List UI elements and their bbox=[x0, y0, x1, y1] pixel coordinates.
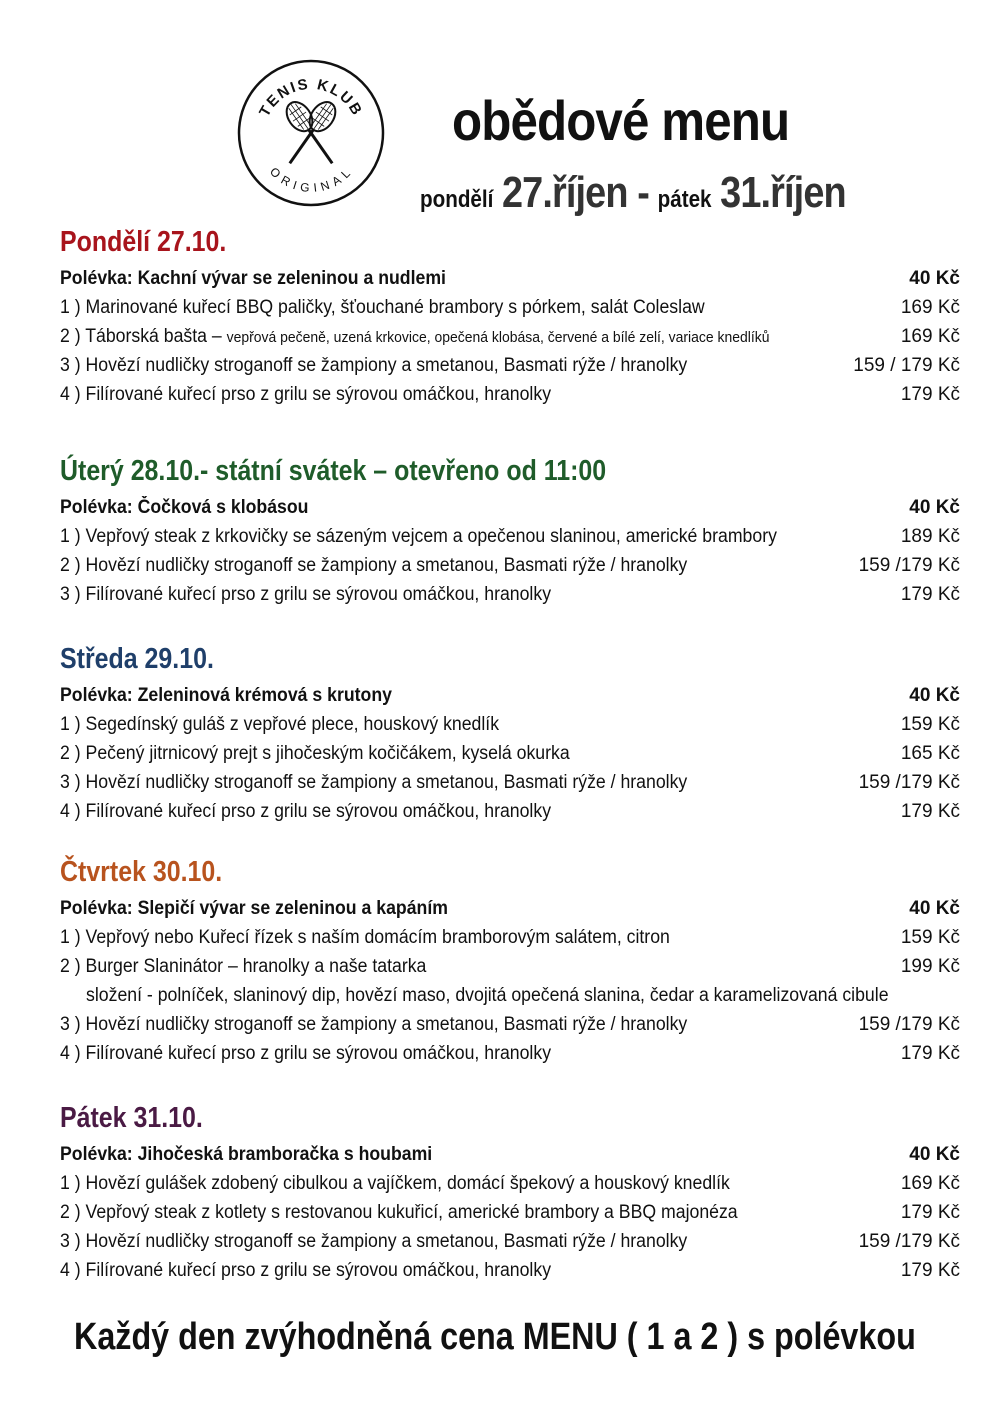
soup-row bbox=[60, 493, 960, 522]
soup-row bbox=[60, 1140, 960, 1169]
tennis-rackets-icon bbox=[281, 97, 341, 169]
menu-offer-footer: Každý den zvýhodněná cena MENU ( 1 a 2 ) s polévkou bbox=[74, 1316, 916, 1358]
day-wednesday bbox=[60, 643, 960, 826]
logo-bottom-text: ORIGINAL bbox=[267, 164, 356, 196]
item-text: 2 ) Burger Slaninátor – hranolky a naše tatarka bbox=[60, 956, 427, 977]
menu-item bbox=[60, 797, 960, 826]
menu-item bbox=[60, 551, 960, 580]
day-heading: Pondělí 27.10. bbox=[60, 226, 227, 258]
soup-label: Polévka: Jihočeská bramboračka s houbami bbox=[60, 1144, 433, 1165]
date-from: 27.říjen - bbox=[501, 168, 650, 217]
item-price: 179 Kč bbox=[900, 384, 960, 405]
item-text: 4 ) Filírované kuřecí prso z grilu se sýrovou omáčkou, hranolky bbox=[60, 1043, 552, 1064]
menu-item bbox=[60, 351, 960, 380]
item-price: 189 Kč bbox=[900, 526, 960, 547]
item-text: 4 ) Filírované kuřecí prso z grilu se sýrovou omáčkou, hranolky bbox=[60, 801, 552, 822]
item-price: 179 Kč bbox=[900, 1202, 960, 1223]
item-text: 1 ) Vepřový nebo Kuřecí řízek s naším domácím bramborovým salátem, citron bbox=[60, 927, 670, 948]
soup-price: 40 Kč bbox=[909, 268, 960, 289]
page-title: obědové menu bbox=[452, 89, 790, 152]
item-text: 2 ) Pečený jitrnicový prejt s jihočeským kočičákem, kyselá okurka bbox=[60, 743, 570, 764]
day-monday bbox=[60, 226, 960, 409]
soup-label: Polévka: Kachní vývar se zeleninou a nudlemi bbox=[60, 268, 446, 289]
date-range bbox=[420, 168, 846, 218]
menu-item bbox=[60, 1256, 960, 1285]
soup-label: Polévka: Slepičí vývar se zeleninou a kapáním bbox=[60, 898, 448, 919]
item-price: 159 /179 Kč bbox=[858, 772, 960, 793]
date-to: 31.říjen bbox=[720, 168, 846, 217]
day-heading: Úterý 28.10.- státní svátek – otevřeno od 11:00 bbox=[60, 455, 607, 487]
soup-label: Polévka: Zeleninová krémová s krutony bbox=[60, 685, 392, 706]
item-price: 159 /179 Kč bbox=[858, 1231, 960, 1252]
soup-price: 40 Kč bbox=[909, 685, 960, 706]
day-heading: Pátek 31.10. bbox=[60, 1102, 203, 1134]
day-thursday bbox=[60, 856, 960, 1068]
item-text: 3 ) Hovězí nudličky stroganoff se žampiony a smetanou, Basmati rýže / hranolky bbox=[60, 772, 688, 793]
item-price: 159 /179 Kč bbox=[858, 1014, 960, 1035]
logo-top-text: TENIS KLUB bbox=[256, 75, 366, 120]
item-price: 165 Kč bbox=[900, 743, 960, 764]
soup-row bbox=[60, 264, 960, 293]
menu-item bbox=[60, 380, 960, 409]
menu-item bbox=[60, 1010, 960, 1039]
day-heading: Čtvrtek 30.10. bbox=[60, 856, 223, 888]
menu-item bbox=[60, 739, 960, 768]
soup-price: 40 Kč bbox=[909, 898, 960, 919]
item-price: 179 Kč bbox=[900, 584, 960, 605]
soup-row bbox=[60, 894, 960, 923]
item-price: 179 Kč bbox=[900, 1260, 960, 1281]
menu-item bbox=[60, 1039, 960, 1068]
tennis-club-logo bbox=[236, 58, 386, 208]
soup-row bbox=[60, 681, 960, 710]
soup-price: 40 Kč bbox=[909, 497, 960, 518]
item-price: 199 Kč bbox=[900, 956, 960, 977]
item-text: 1 ) Hovězí gulášek zdobený cibulkou a vajíčkem, domácí špekový a houskový knedlík bbox=[60, 1173, 730, 1194]
item-text: 3 ) Hovězí nudličky stroganoff se žampiony a smetanou, Basmati rýže / hranolky bbox=[60, 355, 688, 376]
item-note: vepřová pečeně, uzená krkovice, opečená klobása, červené a bílé zelí, variace knedlíků bbox=[226, 329, 770, 346]
item-price: 159 Kč bbox=[900, 714, 960, 735]
item-text: 2 ) Vepřový steak z kotlety s restovanou kukuřicí, americké brambory a BBQ majonéza bbox=[60, 1202, 738, 1223]
item-text: 1 ) Vepřový steak z krkovičky se sázeným vejcem a opečenou slaninou, americké brambory bbox=[60, 526, 777, 547]
item-price: 169 Kč bbox=[900, 326, 960, 347]
item-text: 2 ) Táborská bašta – bbox=[60, 326, 227, 347]
item-price: 179 Kč bbox=[900, 1043, 960, 1064]
item-text: 3 ) Filírované kuřecí prso z grilu se sýrovou omáčkou, hranolky bbox=[60, 584, 552, 605]
menu-item bbox=[60, 580, 960, 609]
item-text: 1 ) Marinované kuřecí BBQ paličky, šťouchané brambory s pórkem, salát Coleslaw bbox=[60, 297, 705, 318]
item-price: 159 / 179 Kč bbox=[853, 355, 960, 376]
menu-item bbox=[60, 1227, 960, 1256]
item-text: 4 ) Filírované kuřecí prso z grilu se sýrovou omáčkou, hranolky bbox=[60, 384, 552, 405]
soup-label: Polévka: Čočková s klobásou bbox=[60, 497, 309, 518]
item-description: složení - polníček, slaninový dip, hovězí maso, dvojitá opečená slanina, čedar a karamelizovaná cibule bbox=[86, 985, 889, 1006]
svg-text:ORIGINAL bbox=[267, 164, 355, 195]
item-text: 3 ) Hovězí nudličky stroganoff se žampiony a smetanou, Basmati rýže / hranolky bbox=[60, 1231, 688, 1252]
item-price: 169 Kč bbox=[900, 297, 960, 318]
item-price: 179 Kč bbox=[900, 801, 960, 822]
item-text: 2 ) Hovězí nudličky stroganoff se žampiony a smetanou, Basmati rýže / hranolky bbox=[60, 555, 688, 576]
item-text: 3 ) Hovězí nudličky stroganoff se žampiony a smetanou, Basmati rýže / hranolky bbox=[60, 1014, 688, 1035]
menu-item bbox=[60, 952, 960, 981]
day-tuesday bbox=[60, 455, 960, 609]
menu-item bbox=[60, 710, 960, 739]
item-price: 159 /179 Kč bbox=[858, 555, 960, 576]
item-price: 169 Kč bbox=[900, 1173, 960, 1194]
date-to-day: pátek bbox=[657, 186, 712, 213]
day-heading: Středa 29.10. bbox=[60, 643, 214, 675]
soup-price: 40 Kč bbox=[909, 1144, 960, 1165]
item-text: 1 ) Segedínský guláš z vepřové plece, houskový knedlík bbox=[60, 714, 500, 735]
day-friday bbox=[60, 1102, 960, 1285]
menu-item bbox=[60, 1169, 960, 1198]
date-from-day: pondělí bbox=[420, 186, 494, 213]
item-price: 159 Kč bbox=[900, 927, 960, 948]
menu-item bbox=[60, 522, 960, 551]
menu-item bbox=[60, 1198, 960, 1227]
menu-item bbox=[60, 768, 960, 797]
item-text: 4 ) Filírované kuřecí prso z grilu se sýrovou omáčkou, hranolky bbox=[60, 1260, 552, 1281]
menu-item bbox=[60, 923, 960, 952]
menu-item bbox=[60, 322, 960, 351]
menu-item bbox=[60, 293, 960, 322]
